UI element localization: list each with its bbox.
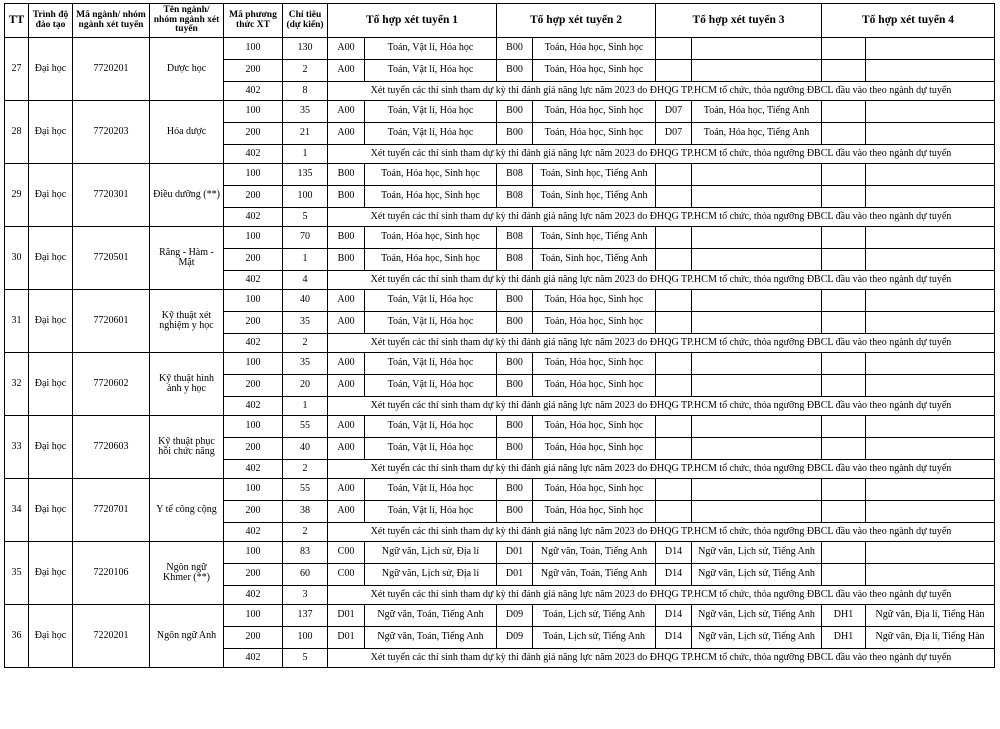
row-method: 200 (224, 375, 283, 397)
combo-2-subjects: Toán, Hóa học, Sinh học (533, 438, 656, 460)
combo-3-subjects: Ngữ văn, Lịch sử, Tiếng Anh (692, 627, 822, 649)
combo-1-code: B00 (328, 186, 365, 208)
combo-3-code (656, 501, 692, 523)
row-quota: 35 (283, 101, 328, 123)
row-method: 402 (224, 460, 283, 479)
row-level: Đại học (29, 290, 73, 353)
combo-2-code: D09 (497, 627, 533, 649)
row-quota: 1 (283, 397, 328, 416)
combo-4-subjects (866, 38, 995, 60)
row-note: Xét tuyển các thí sinh tham dự kỳ thi đánh giá năng lực năm 2023 do ĐHQG TP.HCM tổ chức, thỏa ngưỡng ĐBCL đầu vào theo ngành dự tuyển (328, 523, 995, 542)
row-method: 100 (224, 38, 283, 60)
combo-2-code: D01 (497, 564, 533, 586)
combo-1-subjects: Toán, Vật lí, Hóa học (365, 479, 497, 501)
header-combo-3: Tổ hợp xét tuyển 3 (656, 4, 822, 38)
combo-2-code: B08 (497, 164, 533, 186)
combo-3-code (656, 164, 692, 186)
row-method: 402 (224, 82, 283, 101)
row-major-name: Kỹ thuật hình ảnh y học (150, 353, 224, 416)
combo-2-subjects: Toán, Lịch sử, Tiếng Anh (533, 605, 656, 627)
table-row (5, 416, 995, 438)
combo-1-code: B00 (328, 249, 365, 271)
combo-1-subjects: Toán, Hóa học, Sinh học (365, 249, 497, 271)
row-method: 402 (224, 586, 283, 605)
combo-1-code: C00 (328, 564, 365, 586)
row-method: 200 (224, 501, 283, 523)
combo-2-subjects: Toán, Hóa học, Sinh học (533, 375, 656, 397)
combo-4-code (822, 564, 866, 586)
combo-4-subjects (866, 353, 995, 375)
combo-4-subjects (866, 564, 995, 586)
combo-2-subjects: Toán, Hóa học, Sinh học (533, 416, 656, 438)
row-quota: 4 (283, 271, 328, 290)
row-tt: 29 (5, 164, 29, 227)
row-quota: 8 (283, 82, 328, 101)
combo-4-code (822, 164, 866, 186)
table-row (5, 290, 995, 312)
combo-3-subjects (692, 312, 822, 334)
row-quota: 55 (283, 479, 328, 501)
combo-4-subjects (866, 60, 995, 82)
combo-3-code: D14 (656, 564, 692, 586)
combo-1-subjects: Toán, Hóa học, Sinh học (365, 227, 497, 249)
row-tt: 27 (5, 38, 29, 101)
combo-3-code (656, 312, 692, 334)
combo-2-code: B00 (497, 38, 533, 60)
combo-3-subjects (692, 60, 822, 82)
combo-4-code: DH1 (822, 627, 866, 649)
combo-2-code: B08 (497, 186, 533, 208)
row-quota: 5 (283, 649, 328, 668)
row-quota: 21 (283, 123, 328, 145)
combo-2-subjects: Toán, Hóa học, Sinh học (533, 290, 656, 312)
combo-1-subjects: Toán, Vật lí, Hóa học (365, 60, 497, 82)
combo-2-code: B00 (497, 123, 533, 145)
combo-3-code (656, 38, 692, 60)
combo-1-subjects: Toán, Vật lí, Hóa học (365, 290, 497, 312)
combo-4-code (822, 227, 866, 249)
combo-2-subjects: Toán, Lịch sử, Tiếng Anh (533, 627, 656, 649)
header-combo-2: Tổ hợp xét tuyển 2 (497, 4, 656, 38)
combo-3-subjects (692, 479, 822, 501)
row-note: Xét tuyển các thí sinh tham dự kỳ thi đánh giá năng lực năm 2023 do ĐHQG TP.HCM tổ chức, thỏa ngưỡng ĐBCL đầu vào theo ngành dự tuyển (328, 649, 995, 668)
combo-2-code: D01 (497, 542, 533, 564)
combo-2-subjects: Toán, Sinh học, Tiếng Anh (533, 164, 656, 186)
combo-3-subjects (692, 227, 822, 249)
row-note: Xét tuyển các thí sinh tham dự kỳ thi đánh giá năng lực năm 2023 do ĐHQG TP.HCM tổ chức, thỏa ngưỡng ĐBCL đầu vào theo ngành dự tuyển (328, 397, 995, 416)
row-quota: 55 (283, 416, 328, 438)
combo-3-subjects: Ngữ văn, Lịch sử, Tiếng Anh (692, 564, 822, 586)
row-level: Đại học (29, 605, 73, 668)
row-major-code: 7720201 (73, 38, 150, 101)
combo-3-subjects: Ngữ văn, Lịch sử, Tiếng Anh (692, 605, 822, 627)
row-tt: 31 (5, 290, 29, 353)
row-major-code: 7220106 (73, 542, 150, 605)
combo-2-subjects: Toán, Hóa học, Sinh học (533, 353, 656, 375)
row-quota: 20 (283, 375, 328, 397)
table-row (5, 605, 995, 627)
row-note: Xét tuyển các thí sinh tham dự kỳ thi đánh giá năng lực năm 2023 do ĐHQG TP.HCM tổ chức, thỏa ngưỡng ĐBCL đầu vào theo ngành dự tuyển (328, 145, 995, 164)
combo-3-code (656, 353, 692, 375)
combo-4-code (822, 38, 866, 60)
combo-3-subjects (692, 438, 822, 460)
row-quota: 35 (283, 353, 328, 375)
combo-2-code: B08 (497, 227, 533, 249)
row-method: 100 (224, 605, 283, 627)
combo-1-subjects: Ngữ văn, Lịch sử, Địa lí (365, 542, 497, 564)
row-note: Xét tuyển các thí sinh tham dự kỳ thi đánh giá năng lực năm 2023 do ĐHQG TP.HCM tổ chức, thỏa ngưỡng ĐBCL đầu vào theo ngành dự tuyển (328, 82, 995, 101)
row-quota: 70 (283, 227, 328, 249)
combo-4-code (822, 542, 866, 564)
combo-1-subjects: Ngữ văn, Toán, Tiếng Anh (365, 627, 497, 649)
combo-1-subjects: Toán, Vật lí, Hóa học (365, 416, 497, 438)
header-row (5, 4, 995, 38)
row-quota: 60 (283, 564, 328, 586)
combo-2-code: B00 (497, 312, 533, 334)
combo-4-subjects (866, 290, 995, 312)
combo-1-subjects: Toán, Vật lí, Hóa học (365, 501, 497, 523)
combo-1-code: A00 (328, 375, 365, 397)
combo-3-code (656, 375, 692, 397)
table-row (5, 542, 995, 564)
row-major-code: 7220201 (73, 605, 150, 668)
combo-4-subjects (866, 479, 995, 501)
combo-2-subjects: Toán, Hóa học, Sinh học (533, 501, 656, 523)
row-note: Xét tuyển các thí sinh tham dự kỳ thi đánh giá năng lực năm 2023 do ĐHQG TP.HCM tổ chức, thỏa ngưỡng ĐBCL đầu vào theo ngành dự tuyển (328, 586, 995, 605)
row-quota: 100 (283, 186, 328, 208)
combo-1-code: A00 (328, 101, 365, 123)
combo-3-subjects (692, 186, 822, 208)
combo-2-code: B00 (497, 375, 533, 397)
combo-4-subjects: Ngữ văn, Địa lí, Tiếng Hàn (866, 605, 995, 627)
combo-4-subjects (866, 312, 995, 334)
combo-3-subjects: Ngữ văn, Lịch sử, Tiếng Anh (692, 542, 822, 564)
combo-3-subjects (692, 249, 822, 271)
row-quota: 2 (283, 523, 328, 542)
combo-2-code: D09 (497, 605, 533, 627)
row-method: 100 (224, 164, 283, 186)
combo-1-code: A00 (328, 438, 365, 460)
row-major-name: Kỹ thuật xét nghiệm y học (150, 290, 224, 353)
combo-2-subjects: Toán, Sinh học, Tiếng Anh (533, 186, 656, 208)
combo-4-code (822, 501, 866, 523)
combo-3-code (656, 60, 692, 82)
row-quota: 35 (283, 312, 328, 334)
combo-4-subjects (866, 501, 995, 523)
row-major-name: Ngôn ngữ Khmer (**) (150, 542, 224, 605)
combo-4-subjects (866, 164, 995, 186)
combo-1-subjects: Toán, Vật lí, Hóa học (365, 123, 497, 145)
combo-4-code (822, 249, 866, 271)
row-quota: 135 (283, 164, 328, 186)
combo-1-code: B00 (328, 164, 365, 186)
combo-2-subjects: Toán, Hóa học, Sinh học (533, 123, 656, 145)
row-quota: 130 (283, 38, 328, 60)
combo-1-subjects: Toán, Vật lí, Hóa học (365, 438, 497, 460)
combo-4-code (822, 375, 866, 397)
row-tt: 34 (5, 479, 29, 542)
row-major-name: Y tế công cộng (150, 479, 224, 542)
row-quota: 137 (283, 605, 328, 627)
row-tt: 36 (5, 605, 29, 668)
row-method: 402 (224, 145, 283, 164)
combo-2-code: B00 (497, 290, 533, 312)
combo-1-code: C00 (328, 542, 365, 564)
combo-4-code (822, 353, 866, 375)
row-major-name: Răng - Hàm - Mặt (150, 227, 224, 290)
combo-1-code: D01 (328, 605, 365, 627)
row-method: 402 (224, 649, 283, 668)
row-level: Đại học (29, 38, 73, 101)
row-note: Xét tuyển các thí sinh tham dự kỳ thi đánh giá năng lực năm 2023 do ĐHQG TP.HCM tổ chức, thỏa ngưỡng ĐBCL đầu vào theo ngành dự tuyển (328, 334, 995, 353)
combo-2-code: B00 (497, 479, 533, 501)
row-major-code: 7720203 (73, 101, 150, 164)
row-tt: 35 (5, 542, 29, 605)
combo-1-subjects: Toán, Vật lí, Hóa học (365, 353, 497, 375)
combo-4-code (822, 123, 866, 145)
combo-1-code: A00 (328, 290, 365, 312)
combo-2-code: B00 (497, 353, 533, 375)
combo-4-code: DH1 (822, 605, 866, 627)
combo-2-subjects: Toán, Hóa học, Sinh học (533, 38, 656, 60)
header-level: Trình độ đào tạo (29, 4, 73, 38)
combo-4-subjects: Ngữ văn, Địa lí, Tiếng Hàn (866, 627, 995, 649)
row-method: 200 (224, 186, 283, 208)
row-method: 402 (224, 208, 283, 227)
combo-1-subjects: Toán, Vật lí, Hóa học (365, 375, 497, 397)
combo-2-subjects: Toán, Sinh học, Tiếng Anh (533, 249, 656, 271)
table-row (5, 227, 995, 249)
table-row (5, 101, 995, 123)
combo-3-subjects (692, 38, 822, 60)
row-method: 100 (224, 479, 283, 501)
row-quota: 1 (283, 249, 328, 271)
row-level: Đại học (29, 542, 73, 605)
row-tt: 30 (5, 227, 29, 290)
row-major-code: 7720601 (73, 290, 150, 353)
row-quota: 40 (283, 438, 328, 460)
row-method: 100 (224, 353, 283, 375)
combo-3-code (656, 227, 692, 249)
row-quota: 1 (283, 145, 328, 164)
row-quota: 5 (283, 208, 328, 227)
combo-3-subjects (692, 290, 822, 312)
combo-2-subjects: Toán, Hóa học, Sinh học (533, 479, 656, 501)
combo-1-code: A00 (328, 123, 365, 145)
combo-3-code (656, 186, 692, 208)
combo-2-code: B00 (497, 501, 533, 523)
combo-3-subjects (692, 501, 822, 523)
row-note: Xét tuyển các thí sinh tham dự kỳ thi đánh giá năng lực năm 2023 do ĐHQG TP.HCM tổ chức, thỏa ngưỡng ĐBCL đầu vào theo ngành dự tuyển (328, 208, 995, 227)
combo-4-subjects (866, 438, 995, 460)
combo-3-code (656, 479, 692, 501)
row-method: 100 (224, 101, 283, 123)
row-major-name: Kỹ thuật phục hồi chức năng (150, 416, 224, 479)
combo-3-subjects (692, 353, 822, 375)
row-method: 200 (224, 249, 283, 271)
row-method: 200 (224, 312, 283, 334)
combo-2-subjects: Toán, Sinh học, Tiếng Anh (533, 227, 656, 249)
combo-3-subjects: Toán, Hóa học, Tiếng Anh (692, 101, 822, 123)
combo-2-code: B08 (497, 249, 533, 271)
row-quota: 2 (283, 334, 328, 353)
combo-4-subjects (866, 249, 995, 271)
table-row (5, 38, 995, 60)
combo-1-subjects: Toán, Vật lí, Hóa học (365, 101, 497, 123)
row-level: Đại học (29, 353, 73, 416)
admission-table (4, 3, 995, 668)
row-level: Đại học (29, 479, 73, 542)
combo-1-code: A00 (328, 312, 365, 334)
header-quota: Chỉ tiêu (dự kiến) (283, 4, 328, 38)
row-major-name: Dược học (150, 38, 224, 101)
combo-4-subjects (866, 416, 995, 438)
combo-3-subjects (692, 416, 822, 438)
row-note: Xét tuyển các thí sinh tham dự kỳ thi đánh giá năng lực năm 2023 do ĐHQG TP.HCM tổ chức, thỏa ngưỡng ĐBCL đầu vào theo ngành dự tuyển (328, 271, 995, 290)
combo-1-subjects: Toán, Vật lí, Hóa học (365, 312, 497, 334)
row-quota: 2 (283, 460, 328, 479)
row-method: 402 (224, 523, 283, 542)
table-body (5, 38, 995, 668)
combo-4-code (822, 438, 866, 460)
row-note: Xét tuyển các thí sinh tham dự kỳ thi đánh giá năng lực năm 2023 do ĐHQG TP.HCM tổ chức, thỏa ngưỡng ĐBCL đầu vào theo ngành dự tuyển (328, 460, 995, 479)
combo-3-code (656, 290, 692, 312)
combo-1-code: A00 (328, 479, 365, 501)
combo-2-code: B00 (497, 101, 533, 123)
combo-4-code (822, 186, 866, 208)
header-method-code: Mã phương thức XT (224, 4, 283, 38)
header-combo-4: Tổ hợp xét tuyển 4 (822, 4, 995, 38)
row-quota: 83 (283, 542, 328, 564)
row-quota: 2 (283, 60, 328, 82)
combo-4-code (822, 60, 866, 82)
combo-1-subjects: Toán, Hóa học, Sinh học (365, 186, 497, 208)
combo-2-code: B00 (497, 60, 533, 82)
combo-4-subjects (866, 123, 995, 145)
combo-2-code: B00 (497, 416, 533, 438)
row-method: 402 (224, 397, 283, 416)
row-major-code: 7720501 (73, 227, 150, 290)
combo-1-subjects: Toán, Hóa học, Sinh học (365, 164, 497, 186)
row-quota: 38 (283, 501, 328, 523)
row-quota: 3 (283, 586, 328, 605)
row-level: Đại học (29, 416, 73, 479)
combo-3-subjects (692, 375, 822, 397)
combo-4-subjects (866, 375, 995, 397)
combo-1-code: B00 (328, 227, 365, 249)
combo-3-code: D14 (656, 605, 692, 627)
row-method: 402 (224, 334, 283, 353)
row-major-code: 7720603 (73, 416, 150, 479)
combo-3-code: D14 (656, 627, 692, 649)
combo-3-subjects: Toán, Hóa học, Tiếng Anh (692, 123, 822, 145)
row-method: 100 (224, 290, 283, 312)
combo-1-subjects: Ngữ văn, Toán, Tiếng Anh (365, 605, 497, 627)
combo-4-subjects (866, 542, 995, 564)
row-quota: 40 (283, 290, 328, 312)
combo-1-code: A00 (328, 501, 365, 523)
combo-2-subjects: Toán, Hóa học, Sinh học (533, 60, 656, 82)
row-major-name: Ngôn ngữ Anh (150, 605, 224, 668)
row-method: 200 (224, 60, 283, 82)
header-tt: TT (5, 4, 29, 38)
combo-4-code (822, 290, 866, 312)
combo-4-code (822, 312, 866, 334)
row-method: 100 (224, 416, 283, 438)
combo-1-code: A00 (328, 416, 365, 438)
row-tt: 28 (5, 101, 29, 164)
combo-4-subjects (866, 101, 995, 123)
row-quota: 100 (283, 627, 328, 649)
combo-4-subjects (866, 227, 995, 249)
combo-3-subjects (692, 164, 822, 186)
combo-4-code (822, 416, 866, 438)
row-method: 200 (224, 564, 283, 586)
table-row (5, 479, 995, 501)
combo-3-code (656, 438, 692, 460)
row-method: 200 (224, 438, 283, 460)
row-major-code: 7720301 (73, 164, 150, 227)
combo-1-code: D01 (328, 627, 365, 649)
row-level: Đại học (29, 164, 73, 227)
combo-4-code (822, 101, 866, 123)
row-method: 200 (224, 627, 283, 649)
row-major-code: 7720701 (73, 479, 150, 542)
row-tt: 33 (5, 416, 29, 479)
combo-3-code (656, 249, 692, 271)
table-row (5, 164, 995, 186)
combo-1-code: A00 (328, 353, 365, 375)
combo-3-code: D14 (656, 542, 692, 564)
combo-3-code: D07 (656, 101, 692, 123)
row-method: 100 (224, 542, 283, 564)
header-major-name: Tên ngành/ nhóm ngành xét tuyển (150, 4, 224, 38)
header-combo-1: Tổ hợp xét tuyển 1 (328, 4, 497, 38)
combo-4-subjects (866, 186, 995, 208)
combo-3-code: D07 (656, 123, 692, 145)
row-major-code: 7720602 (73, 353, 150, 416)
row-major-name: Hóa dược (150, 101, 224, 164)
row-major-name: Điều dưỡng (**) (150, 164, 224, 227)
combo-2-code: B00 (497, 438, 533, 460)
combo-1-subjects: Toán, Vật lí, Hóa học (365, 38, 497, 60)
combo-1-code: A00 (328, 38, 365, 60)
combo-1-code: A00 (328, 60, 365, 82)
combo-2-subjects: Toán, Hóa học, Sinh học (533, 101, 656, 123)
row-level: Đại học (29, 101, 73, 164)
row-method: 200 (224, 123, 283, 145)
row-method: 402 (224, 271, 283, 290)
combo-3-code (656, 416, 692, 438)
combo-2-subjects: Toán, Hóa học, Sinh học (533, 312, 656, 334)
combo-2-subjects: Ngữ văn, Toán, Tiếng Anh (533, 542, 656, 564)
table-row (5, 353, 995, 375)
row-tt: 32 (5, 353, 29, 416)
combo-4-code (822, 479, 866, 501)
header-major-code: Mã ngành/ nhóm ngành xét tuyển (73, 4, 150, 38)
row-level: Đại học (29, 227, 73, 290)
row-method: 100 (224, 227, 283, 249)
combo-1-subjects: Ngữ văn, Lịch sử, Địa lí (365, 564, 497, 586)
combo-2-subjects: Ngữ văn, Toán, Tiếng Anh (533, 564, 656, 586)
